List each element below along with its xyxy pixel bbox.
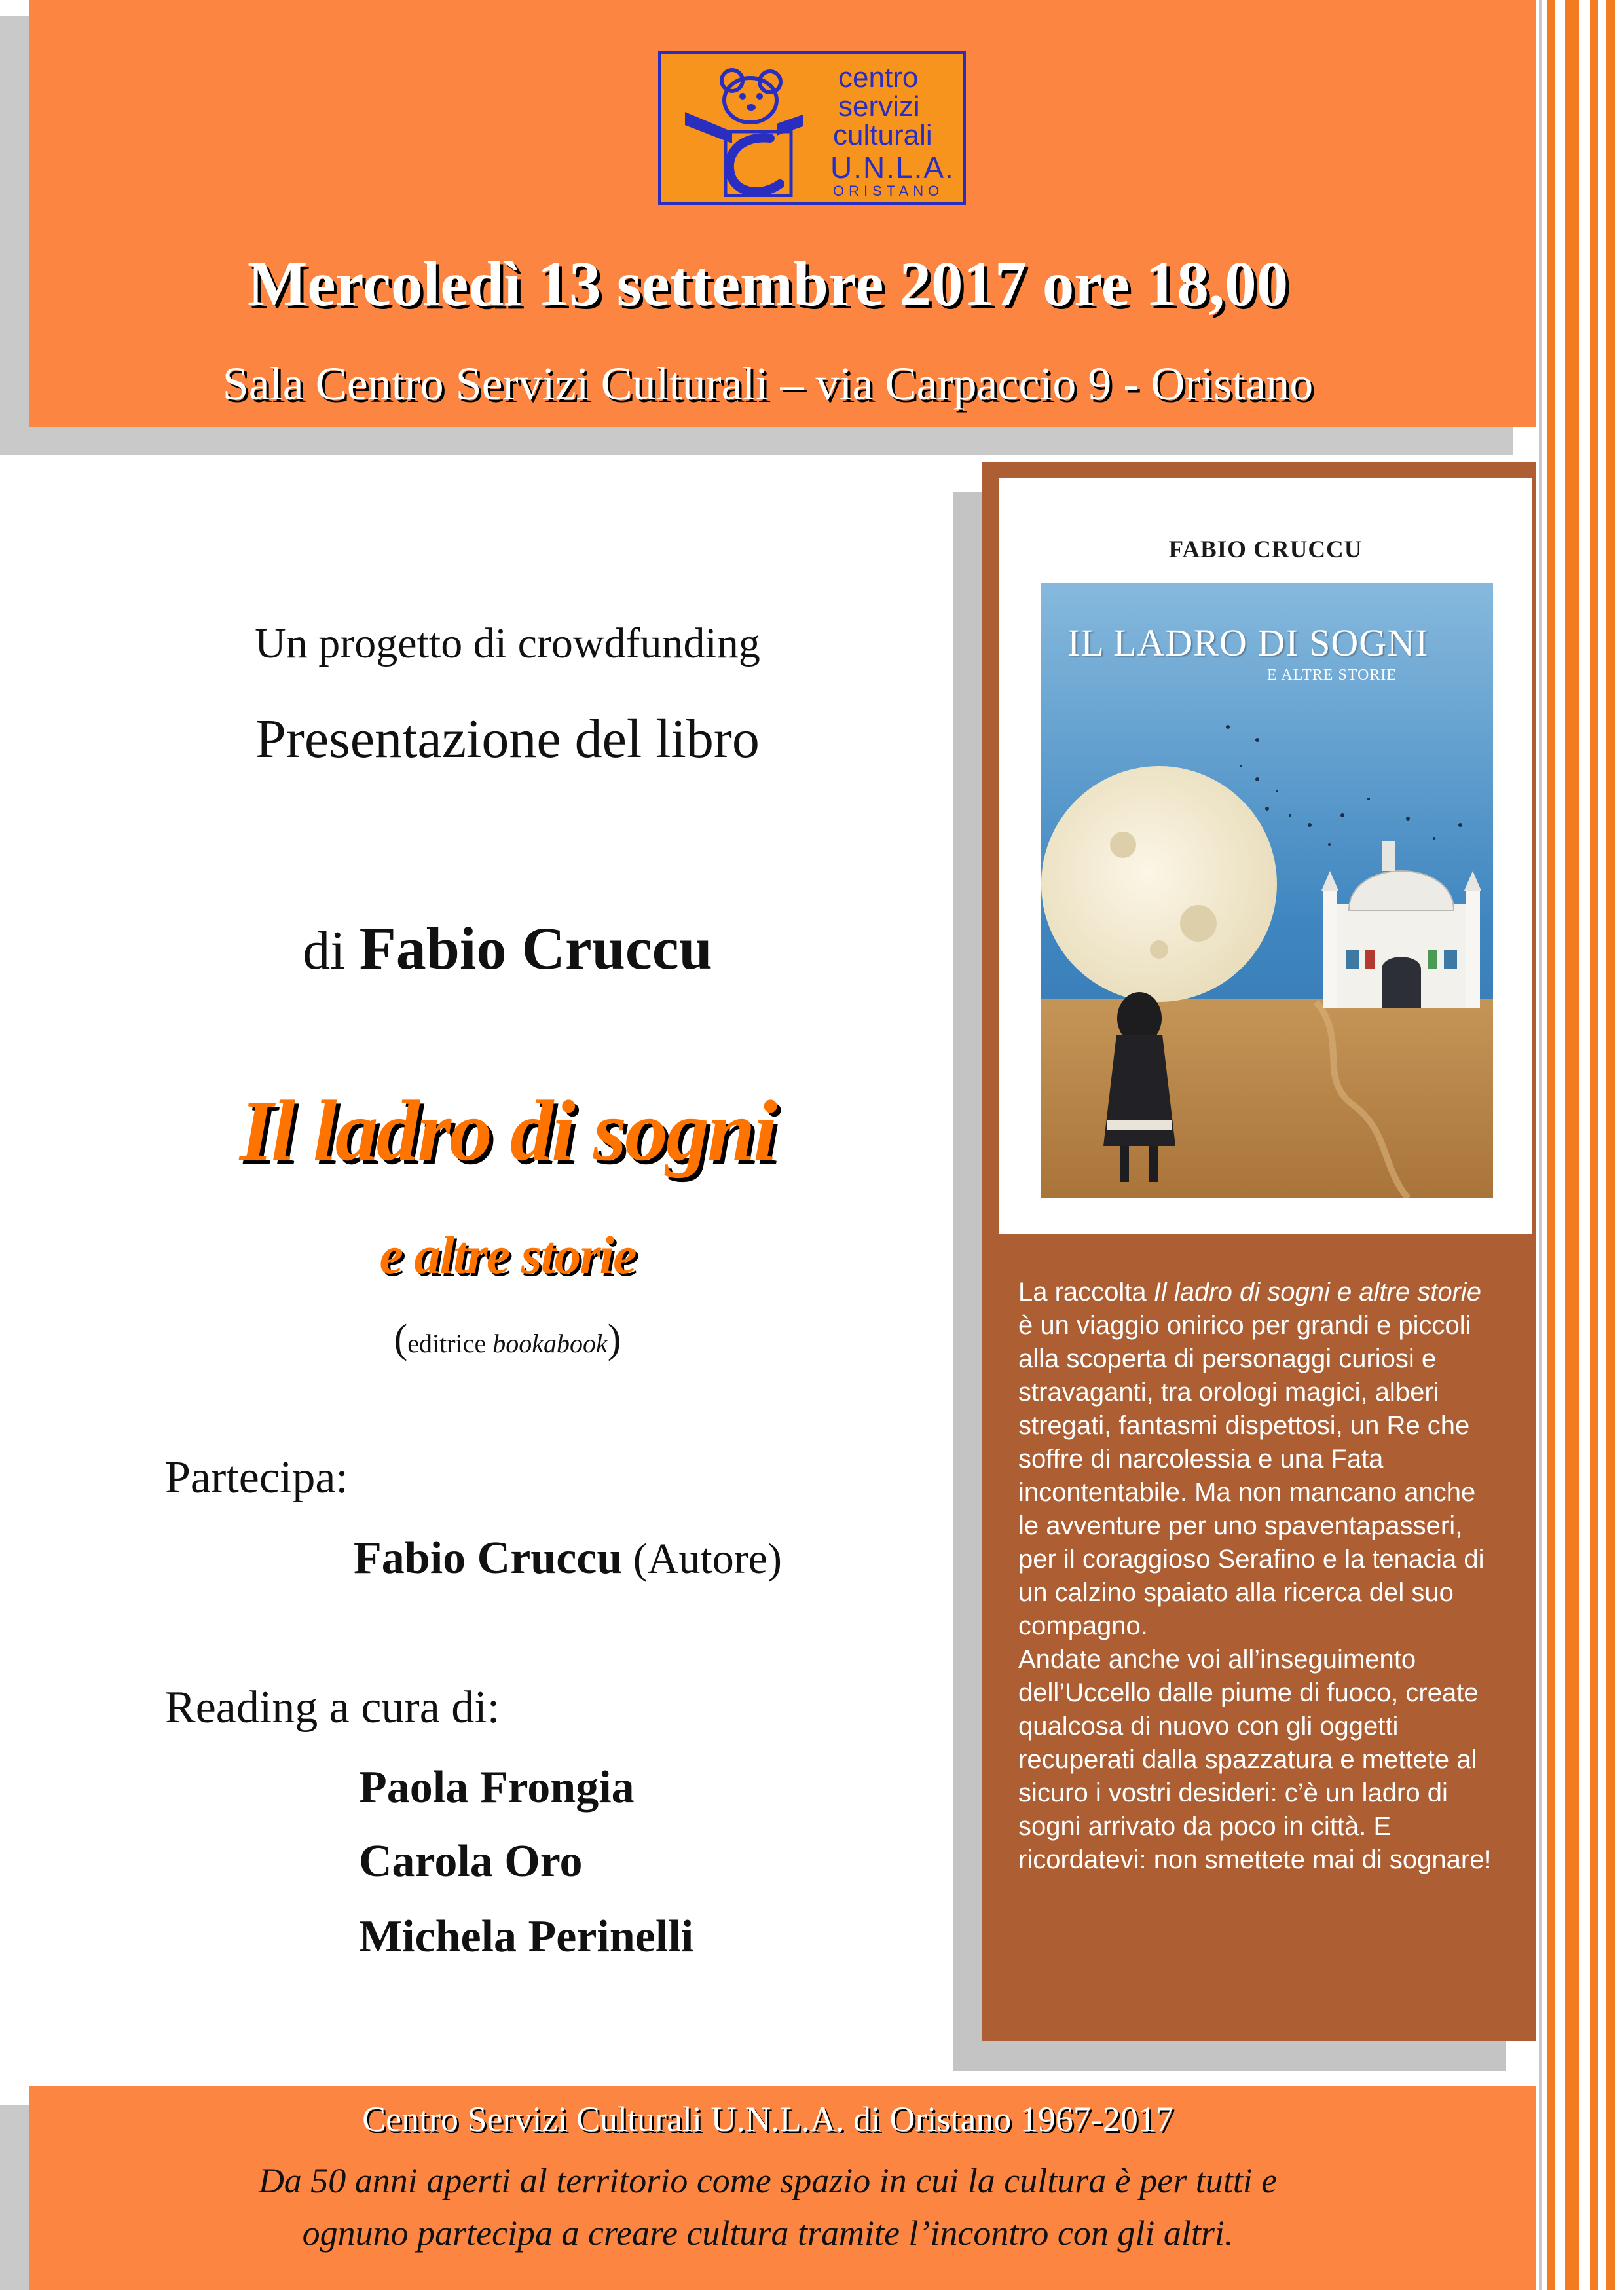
book-subtitle: e altre storie (379, 1225, 636, 1285)
participates-label: Partecipa: (165, 1452, 348, 1503)
cover-author: FABIO CRUCCU (1168, 536, 1363, 563)
footer-slogan (0, 2154, 1536, 2259)
book-title: Il ladro di sogni (239, 1082, 776, 1179)
reader-name: Michela Perinelli (359, 1911, 694, 1962)
description-text: Andate anche voi all’inseguimento dell’Uccello dalle piume di fuoco, create qualcosa di nuovo con gli oggetti recuperati dalla spazzatura e mettete al sicuro i vostri desideri: c’è un ladro di sogni arrivato da poco in città. E ricordatevi: non smettete mai di sognare! (1018, 1645, 1492, 1874)
event-date: Mercoledì 13 settembre 2017 ore 18,00 (247, 249, 1289, 319)
cover-title: IL LADRO DI SOGNI (1067, 621, 1429, 664)
publisher-line: (editrice bookabook) (394, 1317, 621, 1361)
footer-slogan-line: Da 50 anni aperti al territorio come spazio in cui la cultura è per tutti e (258, 2161, 1278, 2200)
edge-stripe (1565, 0, 1579, 2290)
event-venue: Sala Centro Servizi Culturali – via Carpaccio 9 - Oristano (222, 358, 1314, 410)
description-book-title: Il ladro di sogni e altre storie (1153, 1278, 1482, 1306)
participant (354, 1532, 782, 1585)
logo (658, 51, 966, 205)
description-text: è un viaggio onirico per grandi e piccoli alla scoperta di personaggi curiosi e stravaganti, tra orologi magici, alberi stregati, fantasmi dispettosi, un Re che soffre di narcolessia e una Fata incontentabile. Ma non mancano anche le avventure per uno spaventapasseri, per il coraggioso Serafino e la tenacia di un calzino spaiato alla ricerca del suo compagno. (1018, 1311, 1485, 1640)
author-prefix: di (303, 920, 346, 981)
logo-text-centro: centro (838, 62, 919, 94)
edge-stripe (1539, 0, 1542, 2290)
logo-text-culturali: culturali (833, 119, 932, 151)
logo-text-unla: U.N.L.A. (830, 151, 955, 185)
description-text: La raccolta (1018, 1278, 1154, 1306)
presentation-line: Presentazione del libro (255, 709, 760, 769)
logo-text-oristano: ORISTANO (833, 183, 944, 199)
reader-name: Carola Oro (359, 1836, 583, 1887)
reader-name: Paola Frongia (359, 1762, 635, 1813)
edge-stripe (1547, 0, 1555, 2290)
bear-reading-book-icon (672, 66, 809, 197)
footer-slogan-line: ognuno partecipa a creare cultura tramite l’incontro con gli altri. (302, 2213, 1234, 2253)
author-name: Fabio Cruccu (359, 915, 712, 982)
author-line (0, 914, 1015, 983)
publisher-name: bookabook (492, 1329, 608, 1358)
book-description (1018, 1276, 1503, 1877)
edge-stripe (1590, 0, 1598, 2290)
publisher-prefix: editrice (407, 1329, 487, 1358)
logo-text-servizi: servizi (838, 90, 920, 122)
reading-label: Reading a cura di: (165, 1682, 500, 1733)
cover-subtitle: E ALTRE STORIE (1267, 667, 1397, 684)
crowdfunding-line: Un progetto di crowdfunding (255, 619, 760, 667)
participant-name: Fabio Cruccu (354, 1533, 623, 1583)
footer-organization: Centro Servizi Culturali U.N.L.A. di Oristano 1967-2017 (362, 2099, 1173, 2139)
participant-role: (Autore) (633, 1535, 782, 1583)
edge-stripe (1606, 0, 1615, 2290)
